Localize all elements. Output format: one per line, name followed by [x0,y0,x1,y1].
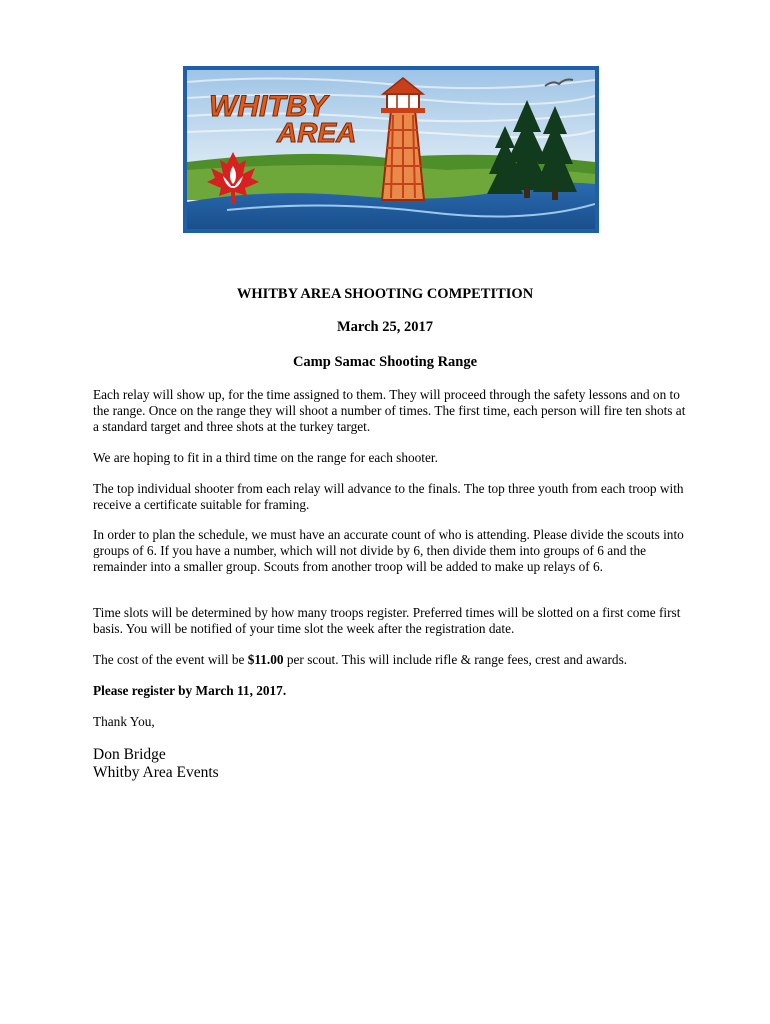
paragraph-time-slots: Time slots will be determined by how many troops register. Preferred times will be slotted on a first come first basis. You will be notified of your time slot the week after the registration date. [93,605,681,636]
closing-line: Thank You, [93,714,155,729]
paragraph-cost [93,652,693,668]
signature-organization: Whitby Area Events [93,764,219,781]
logo-illustration [187,70,595,229]
paragraph-relay-procedure: Each relay will show up, for the time assigned to them. They will proceed through the safety lessons and on to the range. Once on the range they will shoot a number of times. The first time, each person will fire ten shots at a standard target and three shots at the turkey target. [93,387,686,434]
whitby-area-logo [183,66,599,233]
signature-name: Don Bridge [93,746,166,763]
paragraph-groups: In order to plan the schedule, we must have an accurate count of who is attending. Please divide the scouts into groups of 6. If you have a number, which will not divide by 6, then divide them into groups of 6 and the remainder into a smaller group. Scouts from another troop will be added to make up relays of 6. [93,527,684,574]
cost-text-after: per scout. This will include rifle & range fees, crest and awards. [283,652,628,667]
paragraph-third-time: We are hoping to fit in a third time on the range for each shooter. [93,450,438,465]
register-deadline: Please register by March 11, 2017. [93,683,287,698]
cost-text-before: The cost of the event will be [93,652,248,667]
event-venue: Camp Samac Shooting Range [292,354,478,370]
logo-text-area: AREA [277,117,357,148]
logo-text-whitby: WHITBY [209,90,328,123]
event-date: March 25, 2017 [337,319,433,335]
lighthouse-icon [381,78,425,200]
paragraph-finals: The top individual shooter from each relay will advance to the finals. The top three youth from each troop with receive a certificate suitable for framing. [93,481,684,512]
document-title: WHITBY AREA SHOOTING COMPETITION [236,286,534,302]
cost-amount: $11.00 [247,652,284,667]
